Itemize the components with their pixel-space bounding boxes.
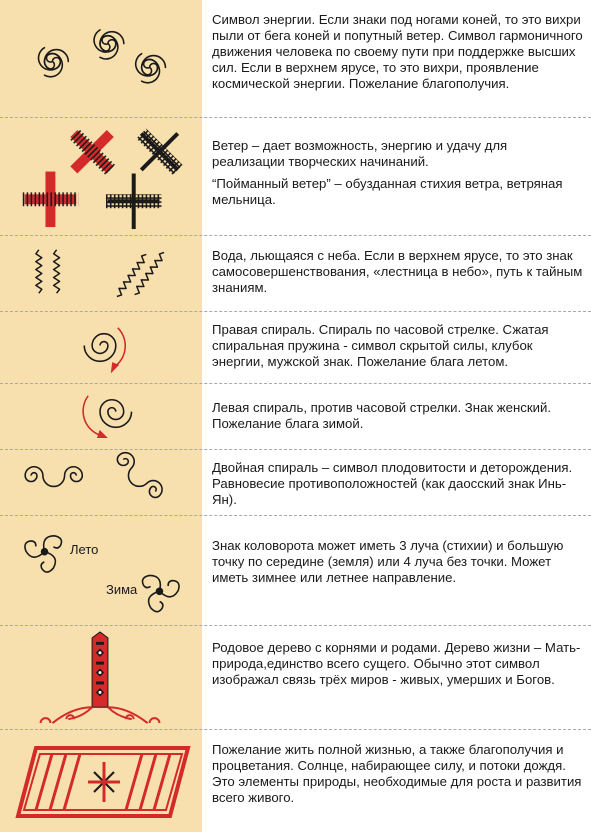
symbol-row-energy bbox=[0, 0, 591, 118]
symbol-description bbox=[212, 248, 583, 296]
double-spiral-icon bbox=[0, 450, 202, 515]
symbol-row-double-spiral bbox=[0, 450, 591, 516]
triskelion-spirals-icon bbox=[0, 0, 202, 117]
symbol-description bbox=[212, 538, 583, 586]
symbol-description bbox=[212, 138, 583, 208]
symbol-description bbox=[212, 460, 583, 508]
symbol-description bbox=[212, 400, 583, 432]
symbol-row-sun-rain bbox=[0, 730, 591, 832]
symbol-row-right-spiral bbox=[0, 312, 591, 384]
symbol-row-kolovorot bbox=[0, 516, 591, 626]
description-paragraph: Символ энергии. Если знаки под ногами коней, то это вихри пыли от бега коней и попутный ветер. Символ гармоничного движения человека по своему пути при поддержке высших сил. Если в верхнем ярусе, то это вихри, проявление космической энергии. Пожелание благополучия. bbox=[212, 12, 583, 91]
right-spiral-icon bbox=[0, 312, 202, 383]
description-paragraph: Левая спираль, против часовой стрелки. Знак женский. Пожелание блага зимой. bbox=[212, 400, 551, 431]
description-paragraph: “Пойманный ветер” – обузданная стихия ветра, ветряная мельница. bbox=[212, 176, 563, 207]
description-paragraph: Родовое дерево с корнями и родами. Дерево жизни – Мать-природа,единство всего сущего. Обычно этот символ изображал связь трёх миров - живых, умерших и Богов. bbox=[212, 640, 581, 687]
summer-label: Лето bbox=[70, 542, 99, 557]
symbol-row-wind bbox=[0, 118, 591, 236]
description-paragraph: Пожелание жить полной жизнью, а также благополучия и процветания. Солнце, набирающее силу, и потоки дождя. Это элементы природы, необходимые для роста и развития всего живого. bbox=[212, 742, 582, 805]
symbol-description bbox=[212, 12, 583, 92]
symbol-row-left-spiral bbox=[0, 384, 591, 450]
description-paragraph: Двойная спираль – символ плодовитости и деторождения. Равновесие противоположностей (как даосский знак Инь-Ян). bbox=[212, 460, 573, 507]
symbol-description bbox=[212, 742, 583, 806]
description-paragraph: Вода, льющаяся с неба. Если в верхнем ярусе, то это знак самосовершенствования, «лестница в небо», путь к тайным знаниям. bbox=[212, 248, 583, 295]
symbol-description bbox=[212, 640, 583, 688]
description-paragraph: Правая спираль. Спираль по часовой стрелке. Сжатая спиральная пружина - символ скрытой силы, клубок энергии, мужской знак. Пожелание блага летом. bbox=[212, 322, 549, 369]
crossed-wind-icon bbox=[0, 118, 202, 235]
symbol-row-water bbox=[0, 236, 591, 312]
zigzag-water-icon bbox=[0, 236, 202, 311]
tree-of-life-icon bbox=[0, 626, 202, 729]
winter-label: Зима bbox=[106, 582, 138, 597]
symbol-row-tree-of-life bbox=[0, 626, 591, 730]
description-paragraph: Знак коловорота может иметь 3 луча (стихии) и большую точку по середине (земля) или 4 луча без точки. Может иметь зимнее или летнее направление. bbox=[212, 538, 564, 585]
kolovorot-icon bbox=[0, 516, 202, 625]
left-spiral-icon bbox=[0, 384, 202, 449]
sun-rain-ornament-icon bbox=[0, 730, 202, 832]
description-paragraph: Ветер – дает возможность, энергию и удачу для реализации творческих начинаний. bbox=[212, 138, 508, 169]
symbol-description bbox=[212, 322, 583, 370]
